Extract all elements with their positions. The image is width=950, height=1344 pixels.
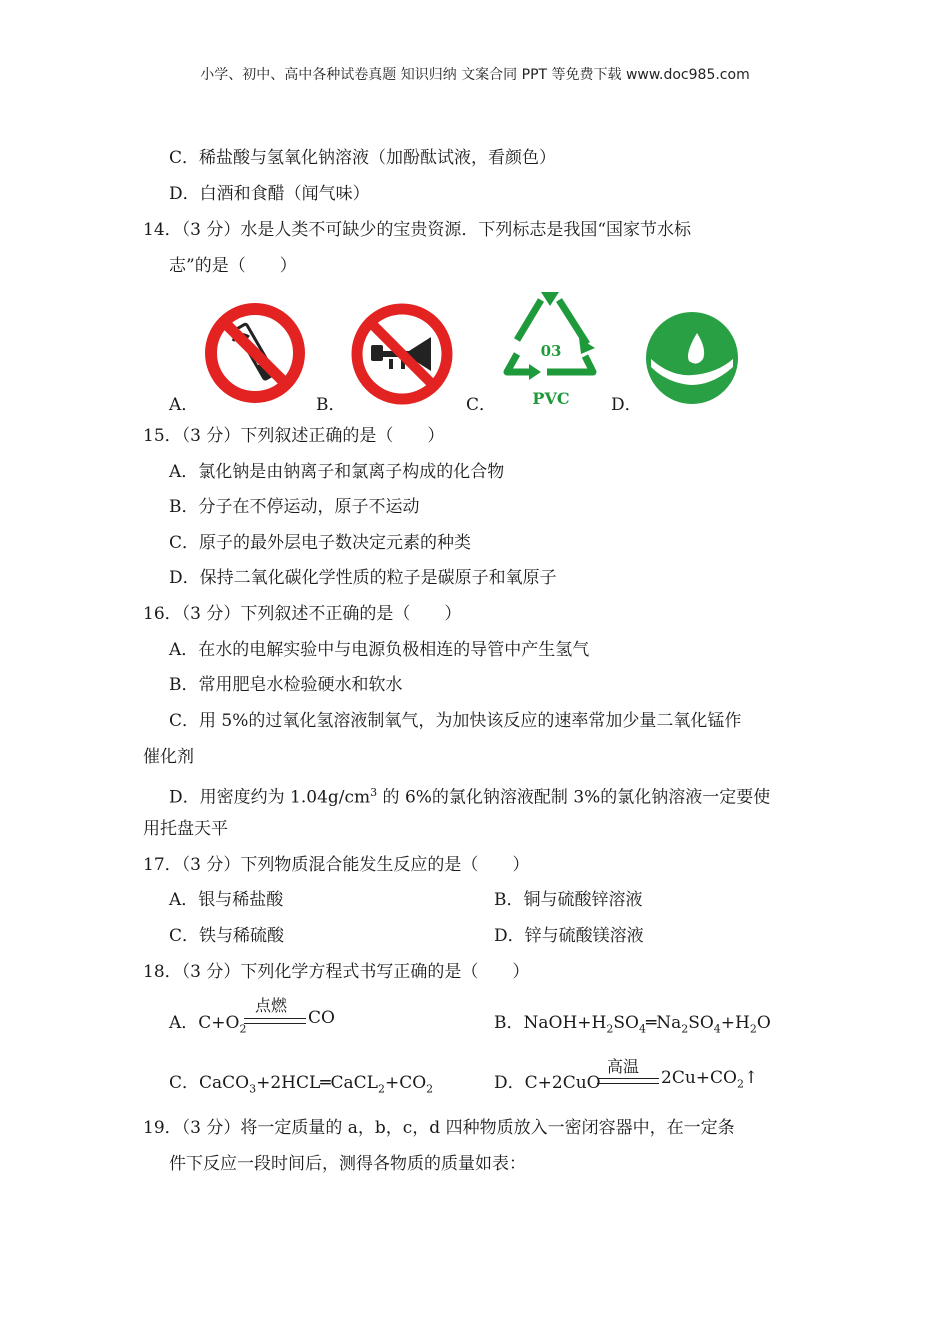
- q18-option-a-equals-line: [244, 1018, 306, 1024]
- recycle-number: 03: [540, 342, 562, 360]
- q18-option-d-left: D．C+2CuO: [494, 1073, 601, 1093]
- q18-option-a-right: CO: [308, 1008, 335, 1028]
- q18-option-d-condition: 高温: [607, 1057, 640, 1076]
- no-honking-sign-icon: [349, 301, 455, 407]
- page-header: 小学、初中、高中各种试卷真题 知识归纳 文案合同 PPT 等免费下载 www.doc985.com: [200, 67, 750, 83]
- q18-option-d-right: $2Cu+CO_2↑$: [661, 1068, 759, 1091]
- q16-option-c-line2: 催化剂: [143, 747, 194, 767]
- q18-option-d-equals-line: [597, 1078, 659, 1084]
- q18-option-a-left: A．$C+O_2$: [169, 1013, 247, 1036]
- q16-option-a: A．在水的电解实验中与电源负极相连的导管中产生氢气: [169, 640, 590, 660]
- q16-option-d-line2: 用托盘天平: [143, 819, 228, 839]
- q16-option-c-line1: C．用 5%的过氧化氢溶液制氧气，为加快该反应的速率常加少量二氧化锰作: [169, 711, 742, 731]
- q17-option-a: A．银与稀盐酸: [169, 890, 284, 910]
- q13-option-c: C．稀盐酸与氢氧化钠溶液（加酚酞试液，看颜色）: [169, 148, 557, 168]
- q15-option-a: A．氯化钠是由钠离子和氯离子构成的化合物: [169, 462, 505, 482]
- q15-stem: 15．（3 分）下列叙述正确的是（ ）: [143, 426, 445, 446]
- q17-option-d: D．锌与硫酸镁溶液: [494, 926, 644, 946]
- recycle-label: PVC: [532, 389, 570, 408]
- recycle-pvc-icon: [497, 290, 605, 410]
- q19-stem-line2: 件下反应一段时间后，测得各物质的质量如表：: [169, 1154, 526, 1174]
- q18-option-b: B．$NaOH+H_2SO_4═Na_2SO_4+H_2O$: [494, 1013, 771, 1036]
- q14-label-d: D．: [611, 395, 642, 415]
- q19-stem-line1: 19．（3 分）将一定质量的 a，b，c，d 四种物质放入一密闭容器中，在一定条: [143, 1118, 735, 1138]
- q16-stem: 16．（3 分）下列叙述不正确的是（ ）: [143, 604, 462, 624]
- q16-option-b: B．常用肥皂水检验硬水和软水: [169, 675, 403, 695]
- q14-stem-line1: 14．（3 分）水是人类不可缺少的宝贵资源．下列标志是我国“国家节水标: [143, 220, 692, 240]
- no-smoking-sign-icon: [203, 301, 307, 405]
- q15-option-d: D．保持二氧化碳化学性质的粒子是碳原子和氧原子: [169, 568, 557, 588]
- q18-stem: 18．（3 分）下列化学方程式书写正确的是（ ）: [143, 962, 530, 982]
- q18-option-a-condition: 点燃: [255, 996, 288, 1015]
- q14-label-a: A．: [169, 395, 199, 415]
- q15-option-b: B．分子在不停运动，原子不运动: [169, 497, 420, 517]
- q15-option-c: C．原子的最外层电子数决定元素的种类: [169, 533, 472, 553]
- q13-option-d: D．白酒和食醋（闻气味）: [169, 184, 370, 204]
- q14-stem-line2: 志”的是（ ）: [169, 256, 297, 276]
- q18-option-c: C．$CaCO_3+2HCL═CaCL_2+CO_2$: [169, 1073, 434, 1096]
- water-saving-sign-icon: [643, 309, 741, 407]
- q17-stem: 17．（3 分）下列物质混合能发生反应的是（ ）: [143, 855, 530, 875]
- q14-label-c: C．: [466, 395, 497, 415]
- q16-option-d-line1: D．用密度约为 $1.04g/cm^3$ 的 6%的氯化钠溶液配制 3%的氯化钠溶液一定要使: [169, 786, 771, 808]
- q17-option-b: B．铜与硫酸锌溶液: [494, 890, 643, 910]
- q17-option-c: C．铁与稀硫酸: [169, 926, 285, 946]
- q14-label-b: B．: [316, 395, 346, 415]
